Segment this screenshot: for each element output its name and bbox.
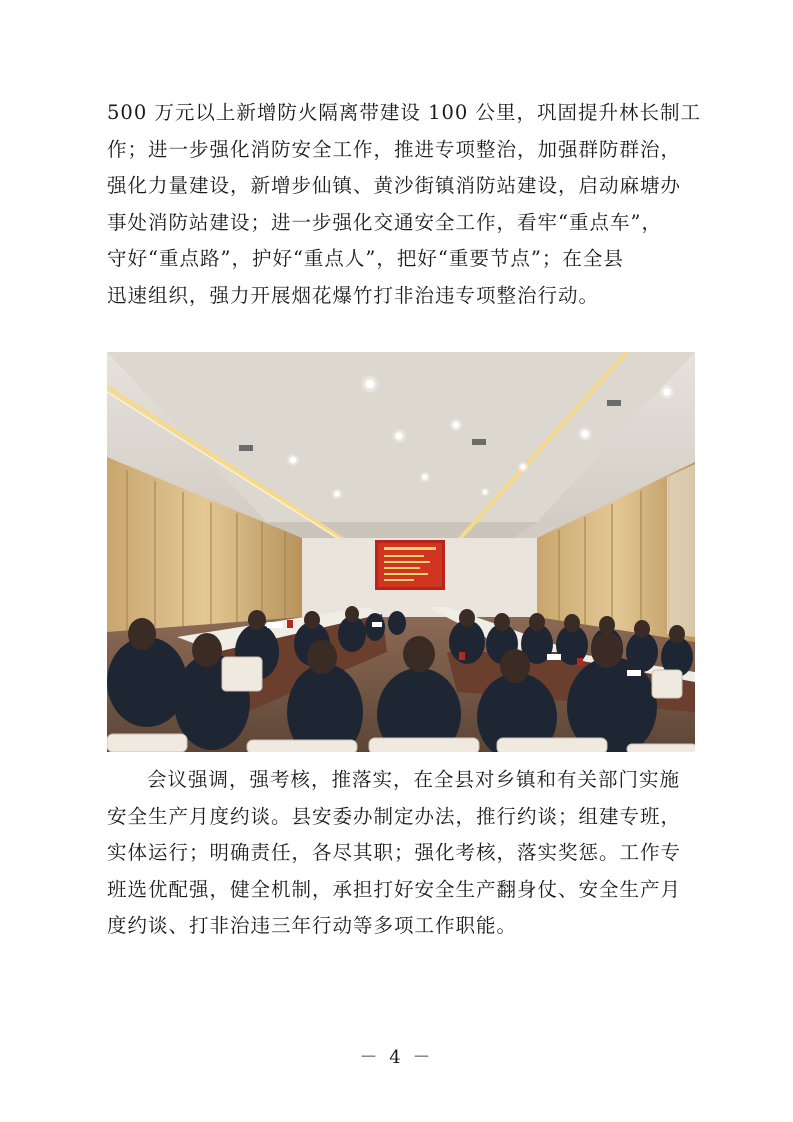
meeting-room-photo — [107, 352, 695, 752]
paragraph-line: 作；进一步强化消防安全工作，推进专项整治，加强群防群治， — [107, 137, 682, 161]
paragraph-line: 事处消防站建设；进一步强化交通安全工作，看牢“重点车”， — [107, 210, 662, 234]
paragraph-line: 守好“重点路”，护好“重点人”，把好“重要节点”；在全县 — [107, 247, 624, 270]
paragraph-line: 度约谈、打非治违三年行动等多项工作职能。 — [107, 914, 518, 937]
paragraph-2 — [107, 762, 697, 945]
paragraph-line: 500 万元以上新增防火隔离带建设 100 公里，巩固提升林长制工 — [107, 101, 702, 124]
paragraph-line: 会议强调，强考核，推落实，在全县对乡镇和有关部门实施 — [147, 768, 681, 791]
paragraph-line: 班选优配强，健全机制，承担打好安全生产翻身仗、安全生产月 — [107, 877, 682, 901]
paragraph-line: 强化力量建设，新增步仙镇、黄沙街镇消防站建设，启动麻塘办 — [107, 174, 682, 197]
paragraph-line: 迅速组织，强力开展烟花爆竹打非治违专项整治行动。 — [107, 283, 600, 307]
paragraph-1 — [107, 95, 702, 314]
paragraph-line: 实体运行；明确责任，各尽其职；强化考核，落实奖惩。工作专 — [107, 841, 682, 864]
page-number: － 4 － — [359, 1047, 434, 1068]
paragraph-line: 安全生产月度约谈。县安委办制定办法，推行约谈；组建专班， — [107, 804, 682, 828]
